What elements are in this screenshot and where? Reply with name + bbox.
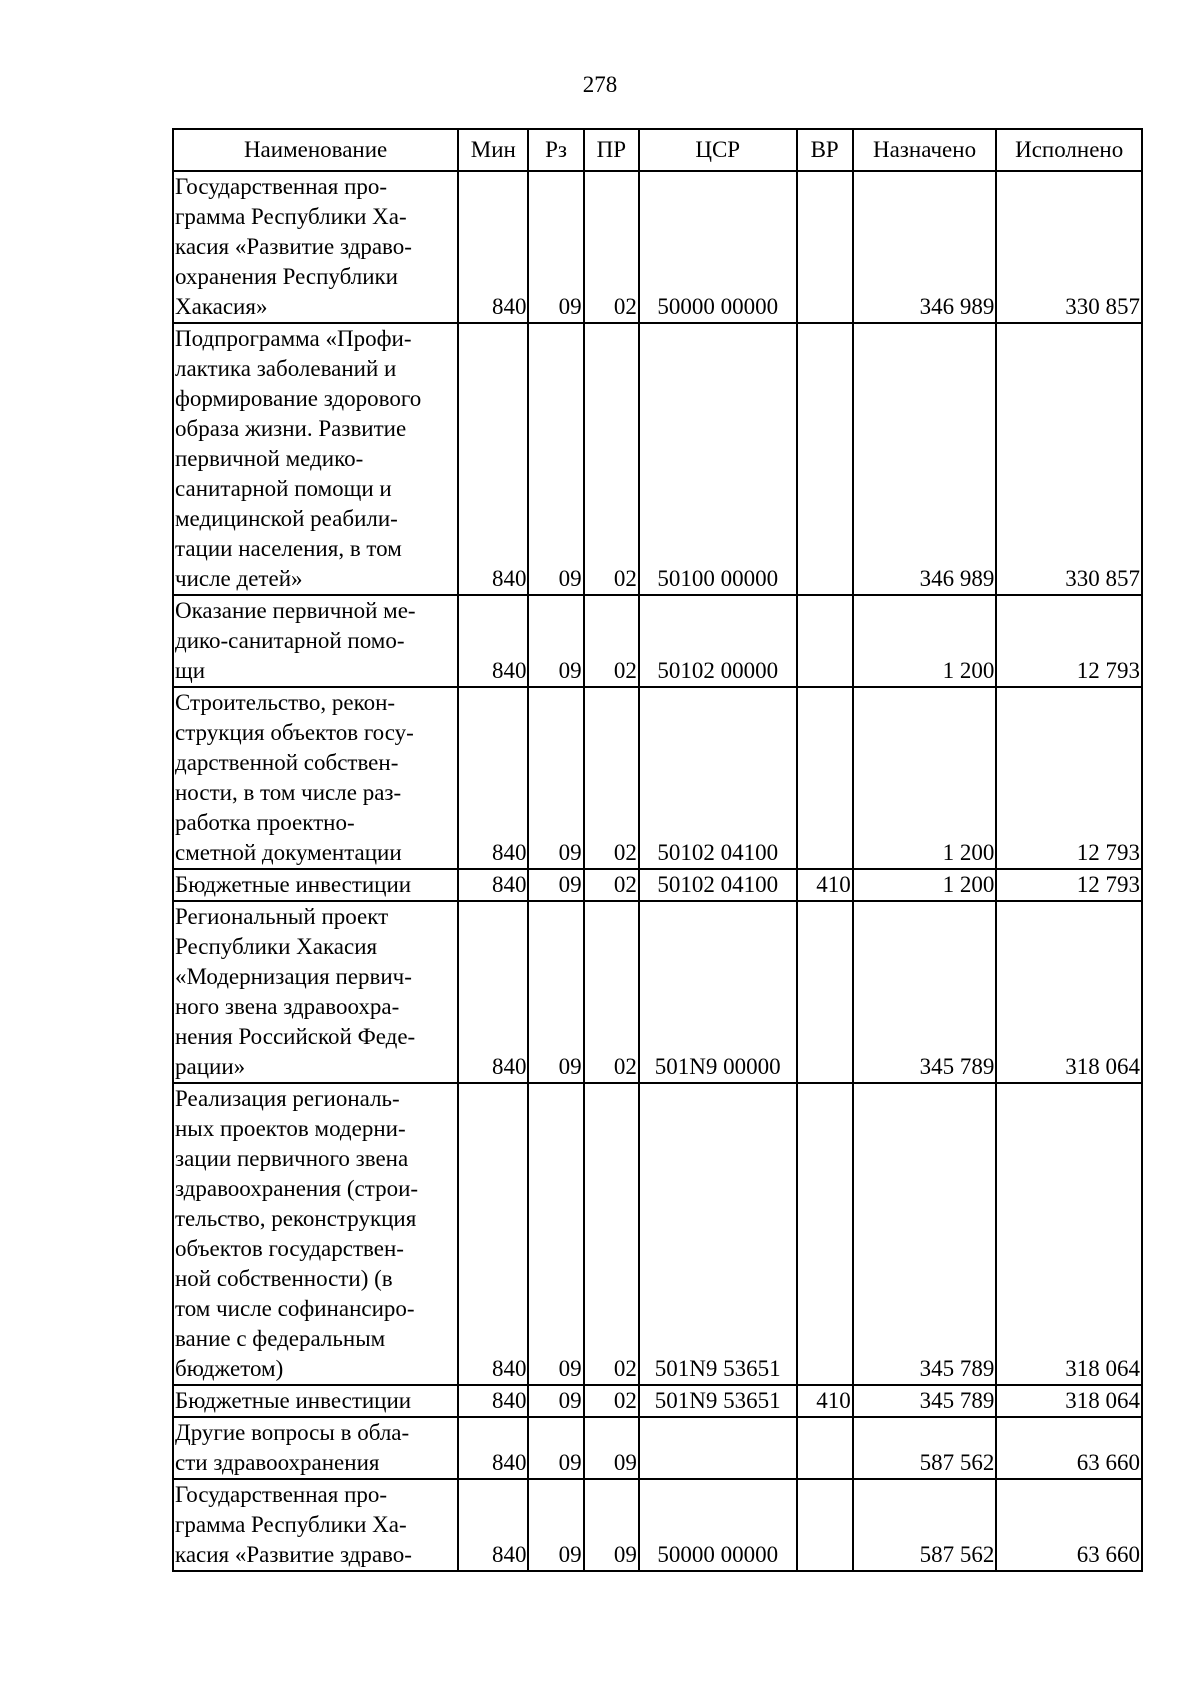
- row-pr: 02: [584, 869, 639, 901]
- row-name-line: бюджетом): [175, 1356, 284, 1381]
- row-csr: 501N9 53651: [639, 1385, 797, 1417]
- row-executed: 63 660: [996, 1417, 1142, 1479]
- row-name-line: Другие вопросы в обла-: [175, 1420, 410, 1445]
- row-csr: 501N9 00000: [639, 901, 797, 1083]
- row-name-line: дарственной собствен-: [175, 750, 399, 775]
- row-assigned: 345 789: [853, 901, 997, 1083]
- row-executed: 330 857: [996, 171, 1142, 323]
- table-row: [173, 687, 1142, 869]
- row-csr: 50000 00000: [639, 171, 797, 323]
- row-csr: 50102 04100: [639, 687, 797, 869]
- row-executed: 12 793: [996, 687, 1142, 869]
- row-executed: 318 064: [996, 901, 1142, 1083]
- row-name-line: Строительство, рекон-: [175, 690, 396, 715]
- row-name: [173, 323, 458, 595]
- header-vr: ВР: [797, 129, 853, 171]
- row-name-line: образа жизни. Развитие: [175, 416, 407, 441]
- row-pr: 02: [584, 323, 639, 595]
- row-name: [173, 687, 458, 869]
- row-min: 840: [458, 323, 528, 595]
- row-name-line: сти здравоохранения: [175, 1450, 380, 1475]
- row-name-line: «Модернизация первич-: [175, 964, 412, 989]
- row-pr: 09: [584, 1479, 639, 1571]
- row-name-line: сметной документации: [175, 840, 402, 865]
- header-min: Мин: [458, 129, 528, 171]
- row-name-line: ного звена здравоохра-: [175, 994, 400, 1019]
- table-row: [173, 1417, 1142, 1479]
- row-executed: 318 064: [996, 1083, 1142, 1385]
- row-name-line: Хакасия»: [175, 294, 268, 319]
- row-rz: 09: [528, 687, 583, 869]
- table-row: [173, 869, 1142, 901]
- row-name-line: Государственная про-: [175, 174, 388, 199]
- row-executed: 12 793: [996, 869, 1142, 901]
- row-pr: 02: [584, 595, 639, 687]
- row-name-line: нения Российской Феде-: [175, 1024, 416, 1049]
- row-name-line: Оказание первичной ме-: [175, 598, 416, 623]
- row-assigned: 345 789: [853, 1385, 997, 1417]
- row-name: [173, 595, 458, 687]
- row-min: 840: [458, 687, 528, 869]
- row-name: [173, 1385, 458, 1417]
- row-pr: 02: [584, 687, 639, 869]
- row-name-line: медицинской реабили-: [175, 506, 398, 531]
- row-rz: 09: [528, 1083, 583, 1385]
- table-row: [173, 1479, 1142, 1571]
- row-name-line: Республики Хакасия: [175, 934, 378, 959]
- budget-table: [172, 128, 1143, 1572]
- row-name-line: рации»: [175, 1054, 246, 1079]
- row-vr: 410: [797, 1385, 853, 1417]
- row-name-line: санитарной помощи и: [175, 476, 392, 501]
- row-csr: [639, 1417, 797, 1479]
- row-vr: [797, 1479, 853, 1571]
- row-name-line: охранения Республики: [175, 264, 398, 289]
- row-name-line: лактика заболеваний и: [175, 356, 397, 381]
- row-name-line: струкция объектов госу-: [175, 720, 414, 745]
- row-assigned: 1 200: [853, 595, 997, 687]
- row-min: 840: [458, 1385, 528, 1417]
- row-rz: 09: [528, 1385, 583, 1417]
- row-name-line: ных проектов модерни-: [175, 1116, 406, 1141]
- row-rz: 09: [528, 171, 583, 323]
- row-name: [173, 1479, 458, 1571]
- row-vr: [797, 323, 853, 595]
- row-csr: 50100 00000: [639, 323, 797, 595]
- table-row: [173, 323, 1142, 595]
- row-vr: [797, 595, 853, 687]
- header-executed: Исполнено: [996, 129, 1142, 171]
- row-csr: 501N9 53651: [639, 1083, 797, 1385]
- table-header-row: [173, 129, 1142, 171]
- row-name-line: касия «Развитие здраво-: [175, 1542, 412, 1567]
- row-name-line: дико-санитарной помо-: [175, 628, 405, 653]
- row-rz: 09: [528, 323, 583, 595]
- row-name-line: числе детей»: [175, 566, 303, 591]
- row-min: 840: [458, 1479, 528, 1571]
- row-name-line: том числе софинансиро-: [175, 1296, 415, 1321]
- row-min: 840: [458, 595, 528, 687]
- row-vr: [797, 901, 853, 1083]
- row-name-line: Бюджетные инвестиции: [175, 872, 412, 897]
- row-executed: 63 660: [996, 1479, 1142, 1571]
- table-body: [173, 171, 1142, 1571]
- row-name-line: Реализация региональ-: [175, 1086, 400, 1111]
- row-name-line: ной собственности) (в: [175, 1266, 393, 1291]
- row-executed: 330 857: [996, 323, 1142, 595]
- row-name-line: Государственная про-: [175, 1482, 388, 1507]
- row-vr: [797, 1083, 853, 1385]
- header-assigned: Назначено: [853, 129, 997, 171]
- row-pr: 09: [584, 1417, 639, 1479]
- row-assigned: 587 562: [853, 1479, 997, 1571]
- row-vr: [797, 687, 853, 869]
- table-row: [173, 1385, 1142, 1417]
- row-min: 840: [458, 901, 528, 1083]
- row-pr: 02: [584, 171, 639, 323]
- row-name-line: Подпрограмма «Профи-: [175, 326, 412, 351]
- row-pr: 02: [584, 1083, 639, 1385]
- row-assigned: 346 989: [853, 323, 997, 595]
- table-row: [173, 901, 1142, 1083]
- row-vr: 410: [797, 869, 853, 901]
- row-rz: 09: [528, 1479, 583, 1571]
- row-name: [173, 1417, 458, 1479]
- row-executed: 318 064: [996, 1385, 1142, 1417]
- row-name-line: тации населения, в том: [175, 536, 402, 561]
- row-csr: 50000 00000: [639, 1479, 797, 1571]
- row-executed: 12 793: [996, 595, 1142, 687]
- row-min: 840: [458, 869, 528, 901]
- row-name-line: вание с федеральным: [175, 1326, 386, 1351]
- row-name-line: первичной медико-: [175, 446, 364, 471]
- table-row: [173, 595, 1142, 687]
- row-name-line: грамма Республики Ха-: [175, 1512, 407, 1537]
- row-min: 840: [458, 171, 528, 323]
- row-name-line: грамма Республики Ха-: [175, 204, 407, 229]
- row-min: 840: [458, 1083, 528, 1385]
- row-name: [173, 901, 458, 1083]
- row-name: [173, 171, 458, 323]
- row-name-line: ности, в том числе раз-: [175, 780, 402, 805]
- row-csr: 50102 04100: [639, 869, 797, 901]
- header-csr: ЦСР: [639, 129, 797, 171]
- row-pr: 02: [584, 1385, 639, 1417]
- row-vr: [797, 1417, 853, 1479]
- row-rz: 09: [528, 901, 583, 1083]
- row-name-line: Региональный проект: [175, 904, 389, 929]
- table-row: [173, 1083, 1142, 1385]
- row-min: 840: [458, 1417, 528, 1479]
- row-pr: 02: [584, 901, 639, 1083]
- row-name-line: щи: [175, 658, 206, 683]
- row-rz: 09: [528, 595, 583, 687]
- row-rz: 09: [528, 1417, 583, 1479]
- table-row: [173, 171, 1142, 323]
- row-name-line: касия «Развитие здраво-: [175, 234, 412, 259]
- header-pr: ПР: [584, 129, 639, 171]
- row-name-line: тельство, реконструкция: [175, 1206, 417, 1231]
- row-assigned: 1 200: [853, 687, 997, 869]
- row-assigned: 345 789: [853, 1083, 997, 1385]
- row-assigned: 346 989: [853, 171, 997, 323]
- row-assigned: 1 200: [853, 869, 997, 901]
- row-name-line: здравоохранения (строи-: [175, 1176, 419, 1201]
- row-rz: 09: [528, 869, 583, 901]
- row-csr: 50102 00000: [639, 595, 797, 687]
- row-name: [173, 869, 458, 901]
- row-assigned: 587 562: [853, 1417, 997, 1479]
- row-name-line: объектов государствен-: [175, 1236, 404, 1261]
- row-name-line: Бюджетные инвестиции: [175, 1388, 412, 1413]
- row-vr: [797, 171, 853, 323]
- row-name: [173, 1083, 458, 1385]
- header-name: Наименование: [173, 129, 458, 171]
- row-name-line: работка проектно-: [175, 810, 355, 835]
- row-name-line: формирование здорового: [175, 386, 422, 411]
- header-rz: Рз: [528, 129, 583, 171]
- row-name-line: зации первичного звена: [175, 1146, 409, 1171]
- page-number: 278: [582, 72, 618, 97]
